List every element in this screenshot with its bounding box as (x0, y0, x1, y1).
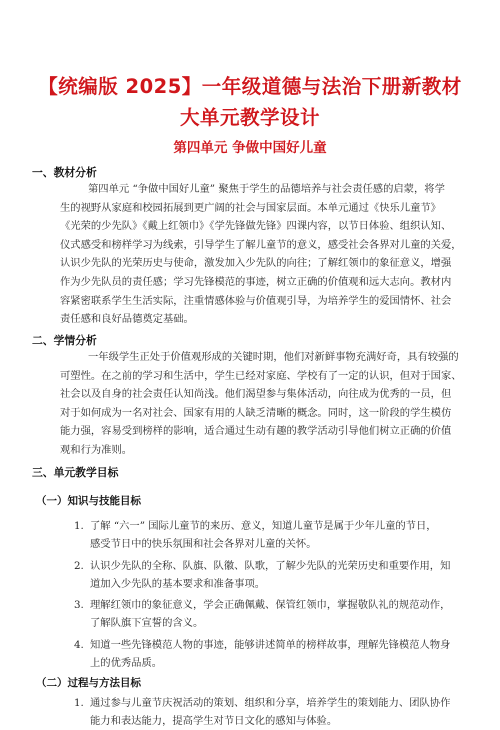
list-item-number: 1. (74, 697, 84, 709)
text-line: 理解红领巾的象征意义，学会正确佩戴、保管红领巾，掌握敬队礼的规范动作， (90, 599, 451, 611)
list-item-number: 3. (74, 599, 84, 611)
text-line: 观和行为准则。 (60, 443, 133, 456)
list-item-number: 1. (74, 520, 84, 532)
text-line: 一年级学生正处于价值观形成的关键时期，他们对新鲜事物充满好奇，具有较强的 (88, 351, 459, 363)
section-learner-analysis-body (60, 348, 476, 460)
text-line: 了解队旗下宣誓的含义。 (90, 617, 204, 630)
document-title-line1: 【统编版 2025】一年级道德与法治下册新教材 (38, 75, 462, 98)
text-line: 《光荣的少先队》《戴上红领巾》《学先锋做先锋》四课内容，以节日体验、组织认知、 (60, 220, 452, 233)
text-line: 上的优秀品质。 (90, 657, 163, 670)
section-heading-textbook-analysis: 一、教材分析 (32, 166, 97, 179)
text-line: 仪式感受和榜样学习为线索，引导学生了解儿童节的意义，感受社会各界对儿童的关爱， (60, 238, 462, 251)
text-line: 容紧密联系学生生活实际，注重情感体验与价值观引导，为培养学生的爱国情怀、社会 (60, 294, 452, 307)
unit-title: 第四单元 争做中国好儿童 (173, 140, 327, 156)
section-heading-teaching-goals: 三、单元教学目标 (32, 466, 119, 479)
list-item-number: 2. (74, 560, 84, 572)
subsection-heading-process-methods: （二）过程与方法目标 (36, 677, 141, 689)
text-line: 认识少先队的光荣历史与使命，激发加入少先队的向往；了解红领巾的象征意义，增强 (60, 257, 452, 270)
list-item-number: 4. (74, 639, 84, 651)
text-line: 道加入少先队的基本要求和准备事项。 (90, 578, 266, 591)
text-line: 第四单元 “争做中国好儿童” 聚焦于学生的品德培养与社会责任感的启蒙，将学 (88, 183, 445, 195)
text-line: 能力和表达能力，提高学生对节日文化的感知与体验。 (90, 715, 338, 728)
text-line: 社会以及自身的社会责任认知尚浅。他们渴望参与集体活动，向往成为优秀的一员，但 (60, 388, 452, 401)
document-title-line2: 大单元教学设计 (179, 106, 320, 129)
section-heading-learner-analysis: 二、学情分析 (32, 334, 97, 347)
text-line: 对于如何成为一名对社会、国家有用的人缺乏清晰的概念。同时，这一阶段的学生模仿 (60, 406, 452, 419)
text-line: 通过参与儿童节庆祝活动的策划、组织和分享，培养学生的策划能力、团队协作 (90, 697, 451, 709)
text-line: 感受节日中的快乐氛围和社会各界对儿童的关怀。 (90, 538, 317, 551)
text-line: 生的视野从家庭和校园拓展到更广阔的社会与国家层面。本单元通过《快乐儿童节》 (60, 201, 441, 214)
text-line: 责任感和良好品德奠定基础。 (60, 313, 194, 326)
text-line: 知道一些先锋模范人物的事迹，能够讲述简单的榜样故事，理解先锋模范人物身 (90, 639, 451, 651)
text-line: 可塑性。在之前的学习和生活中，学生已经对家庭、学校有了一定的认识，但对于国家、 (60, 369, 462, 382)
text-line: 能力强，容易受到榜样的影响，适合通过生动有趣的教学活动引导他们树立正确的价值 (60, 425, 452, 438)
text-line: 了解 “六一” 国际儿童节的来历、意义，知道儿童节是属于少年儿童的节日， (90, 520, 437, 532)
subsection-heading-knowledge-skills: （一）知识与技能目标 (36, 495, 141, 507)
text-line: 作为少先队员的责任感；学习先锋模范的事迹，树立正确的价值观和远大志向。教材内 (60, 275, 452, 288)
text-line: 认识少先队的全称、队旗、队徽、队歌，了解少先队的光荣历史和重要作用，知 (90, 560, 451, 572)
section-textbook-analysis-body (60, 180, 476, 329)
